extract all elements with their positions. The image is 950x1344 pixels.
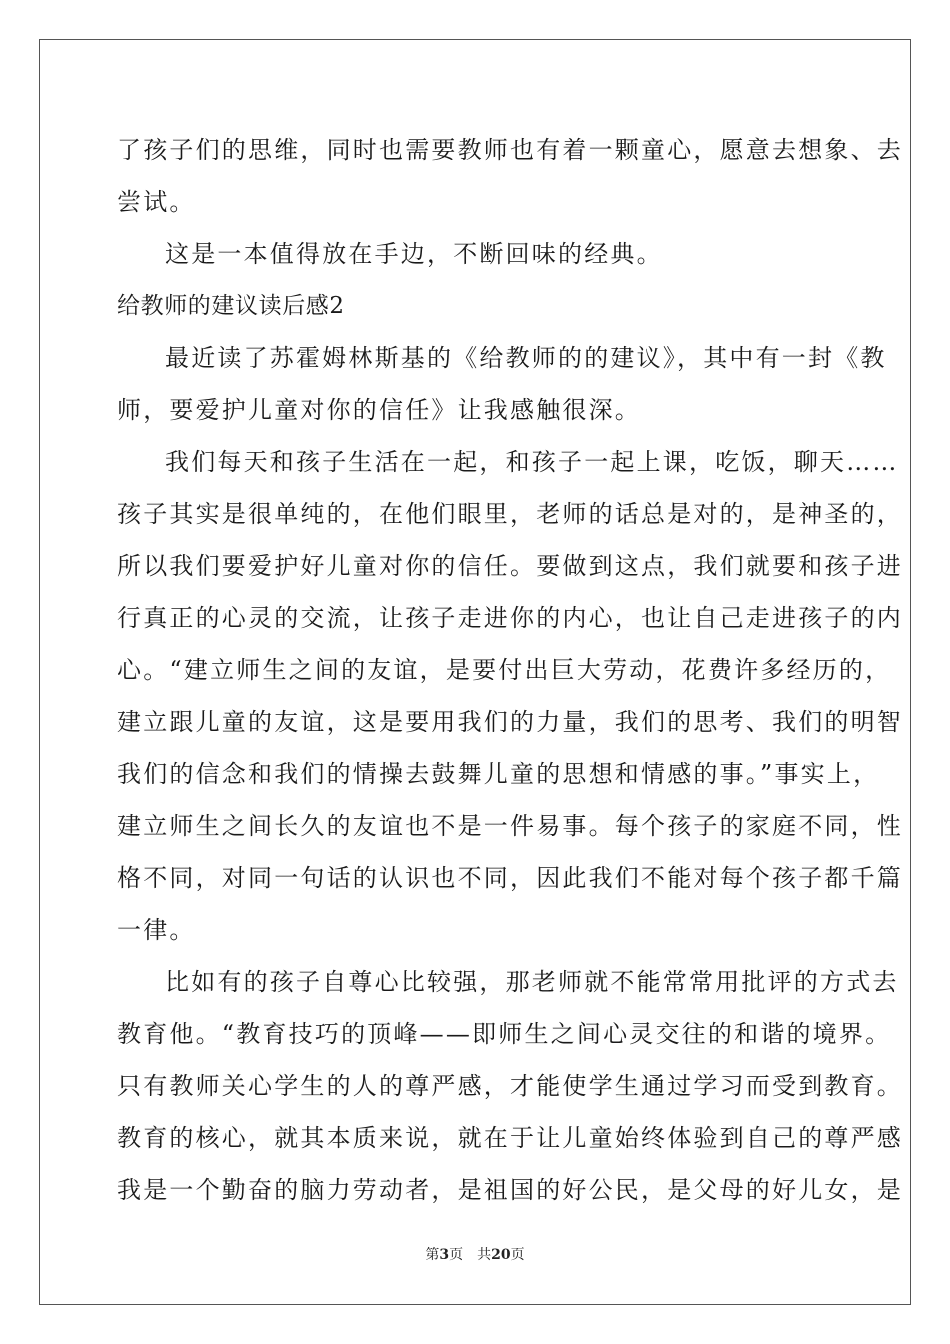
text-line: 我们的信念和我们的情操去鼓舞儿童的思想和情感的事。”事实上， — [117, 760, 880, 788]
page-footer — [0, 1244, 950, 1264]
text-line: 格不同，对同一句话的认识也不同，因此我们不能对每个孩子都千篇 — [117, 864, 903, 892]
text-line: 一律。 — [117, 916, 196, 944]
text-line: 教育他。“教育技巧的顶峰——即师生之间心灵交往的和谐的境界。 — [117, 1020, 892, 1048]
text-line: 师，要爱护儿童对你的信任》让我感触很深。 — [117, 396, 641, 424]
page-suffix: 页 — [449, 1247, 464, 1263]
text-line: 教育的核心，就其本质来说，就在于让儿童始终体验到自己的尊严感 — [117, 1124, 903, 1152]
page-prefix: 第 — [425, 1247, 440, 1263]
text-line: 心。“建立师生之间的友谊，是要付出巨大劳动，花费许多经历的， — [117, 656, 892, 684]
total-prefix: 共 — [477, 1247, 492, 1263]
text-line: 最近读了苏霍姆林斯基的《给教师的的建议》，其中有一封《教 — [165, 344, 887, 372]
text-line: 行真正的心灵的交流，让孩子走进你的内心，也让自己走进孩子的内 — [117, 604, 903, 632]
total-suffix: 页 — [510, 1247, 525, 1263]
document-body — [117, 128, 903, 1220]
text-line: 孩子其实是很单纯的，在他们眼里，老师的话总是对的，是神圣的， — [117, 500, 903, 528]
section-heading: 给教师的建议读后感2 — [117, 293, 345, 319]
text-line: 了孩子们的思维，同时也需要教师也有着一颗童心，愿意去想象、去 — [117, 136, 903, 164]
text-line: 建立跟儿童的友谊，这是要用我们的力量，我们的思考、我们的明智 — [117, 708, 903, 736]
text-line: 建立师生之间长久的友谊也不是一件易事。每个孩子的家庭不同，性 — [117, 812, 903, 840]
text-line: 尝试。 — [117, 188, 196, 216]
text-line: 我们每天和孩子生活在一起，和孩子一起上课，吃饭，聊天…… — [165, 448, 899, 476]
total-pages: 20 — [491, 1247, 511, 1263]
text-line: 我是一个勤奋的脑力劳动者，是祖国的好公民，是父母的好儿女，是 — [117, 1176, 903, 1204]
text-line: 只有教师关心学生的人的尊严感，才能使学生通过学习而受到教育。 — [117, 1072, 903, 1100]
text-line: 所以我们要爱护好儿童对你的信任。要做到这点，我们就要和孩子进 — [117, 552, 903, 580]
text-line: 比如有的孩子自尊心比较强，那老师就不能常常用批评的方式去 — [165, 968, 899, 996]
text-line: 这是一本值得放在手边，不断回味的经典。 — [165, 240, 663, 268]
page-number: 3 — [439, 1247, 450, 1263]
